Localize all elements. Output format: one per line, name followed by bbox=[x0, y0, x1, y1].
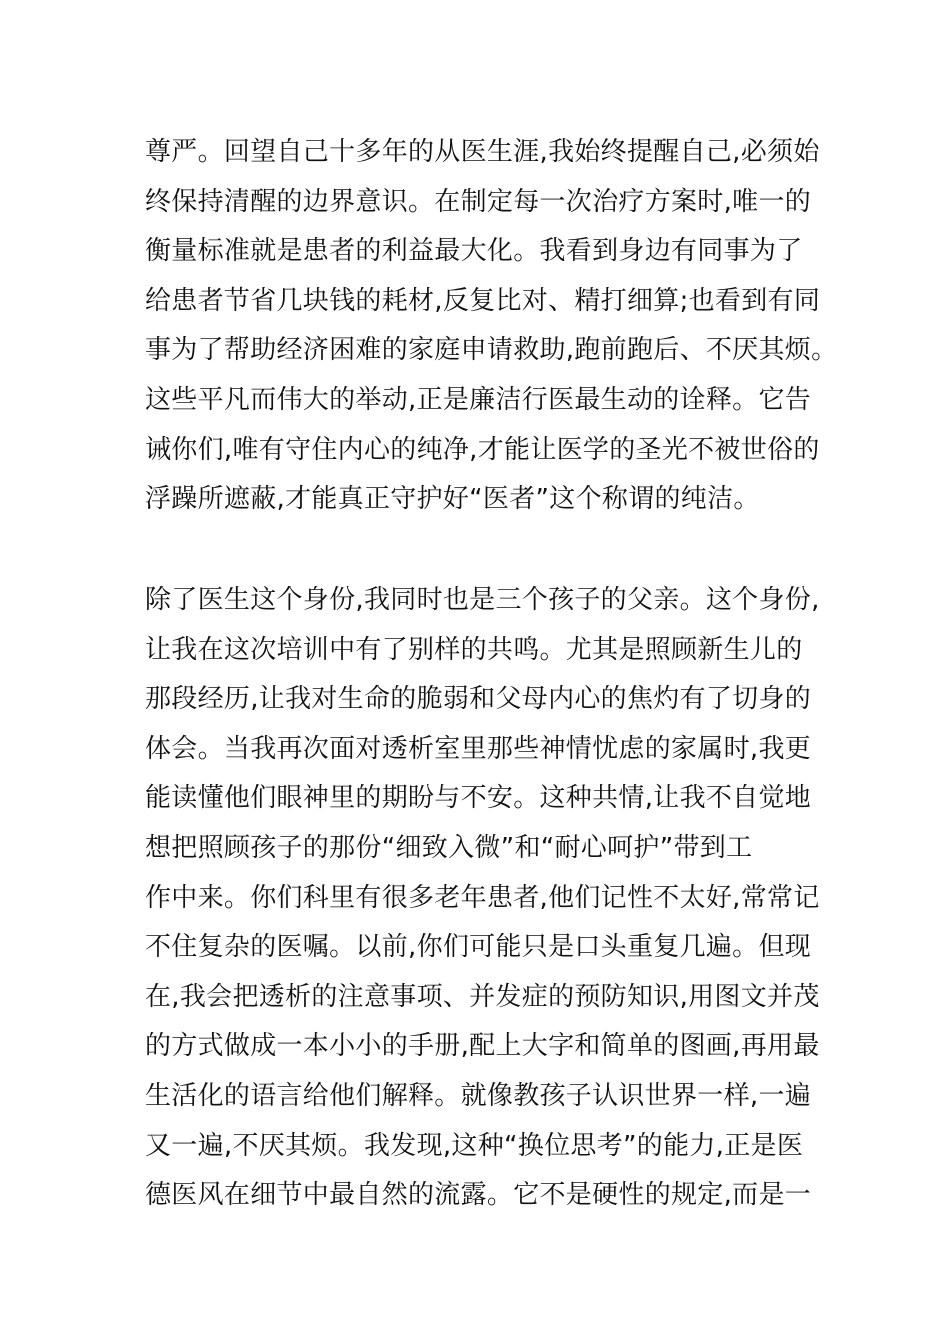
text-line: 又一遍,不厌其烦。我发现,这种“换位思考”的能力,正是医 bbox=[145, 1130, 804, 1161]
text-line: 终保持清醒的边界意识。在制定每一次治疗方案时,唯一的 bbox=[145, 186, 812, 217]
paragraph-1 bbox=[145, 128, 837, 525]
text-line: 想把照顾孩子的那份“细致入微”和“耐心呵护”带到工 bbox=[145, 832, 753, 863]
text-line: 体会。当我再次面对透析室里那些神情忧虑的家属时,我更 bbox=[145, 733, 812, 764]
text-line: 除了医生这个身份,我同时也是三个孩子的父亲。这个身份, bbox=[145, 585, 820, 615]
text-line: 的方式做成一本小小的手册,配上大字和简单的图画,再用最 bbox=[145, 1031, 820, 1062]
text-line: 能读懂他们眼神里的期盼与不安。这种共情,让我不自觉地 bbox=[145, 783, 812, 814]
text-line: 衡量标准就是患者的利益最大化。我看到身边有同事为了 bbox=[145, 236, 803, 267]
text-line: 事为了帮助经济困难的家庭申请救助,跑前跑后、不厌其烦。 bbox=[145, 335, 838, 366]
text-line: 给患者节省几块钱的耗材,反复比对、精打细算;也看到有同 bbox=[145, 285, 821, 316]
text-line: 作中来。你们科里有很多老年患者,他们记性不太好,常常记 bbox=[145, 882, 820, 913]
text-line: 德医风在细节中最自然的流露。它不是硬性的规定,而是一 bbox=[145, 1180, 812, 1211]
text-line: 这些平凡而伟大的举动,正是廉洁行医最生动的诠释。它告 bbox=[145, 384, 812, 415]
text-line: 尊严。回望自己十多年的从医生涯,我始终提醒自己,必须始 bbox=[145, 137, 820, 167]
text-line: 在,我会把透析的注意事项、并发症的预防知识,用图文并茂 bbox=[145, 981, 820, 1012]
text-line: 那段经历,让我对生命的脆弱和父母内心的焦灼有了切身的 bbox=[145, 684, 812, 715]
text-line: 浮躁所遮蔽,才能真正守护好“医者”这个称谓的纯洁。 bbox=[145, 484, 760, 515]
text-line: 生活化的语言给他们解释。就像教孩子认识世界一样,一遍 bbox=[145, 1080, 812, 1111]
text-line: 诫你们,唯有守住内心的纯净,才能让医学的圣光不被世俗的 bbox=[145, 434, 820, 465]
paragraph-2 bbox=[145, 576, 820, 1221]
text-line: 让我在这次培训中有了别样的共鸣。尤其是照顾新生儿的 bbox=[145, 634, 803, 665]
text-line: 不住复杂的医嘱。以前,你们可能只是口头重复几遍。但现 bbox=[145, 932, 812, 963]
